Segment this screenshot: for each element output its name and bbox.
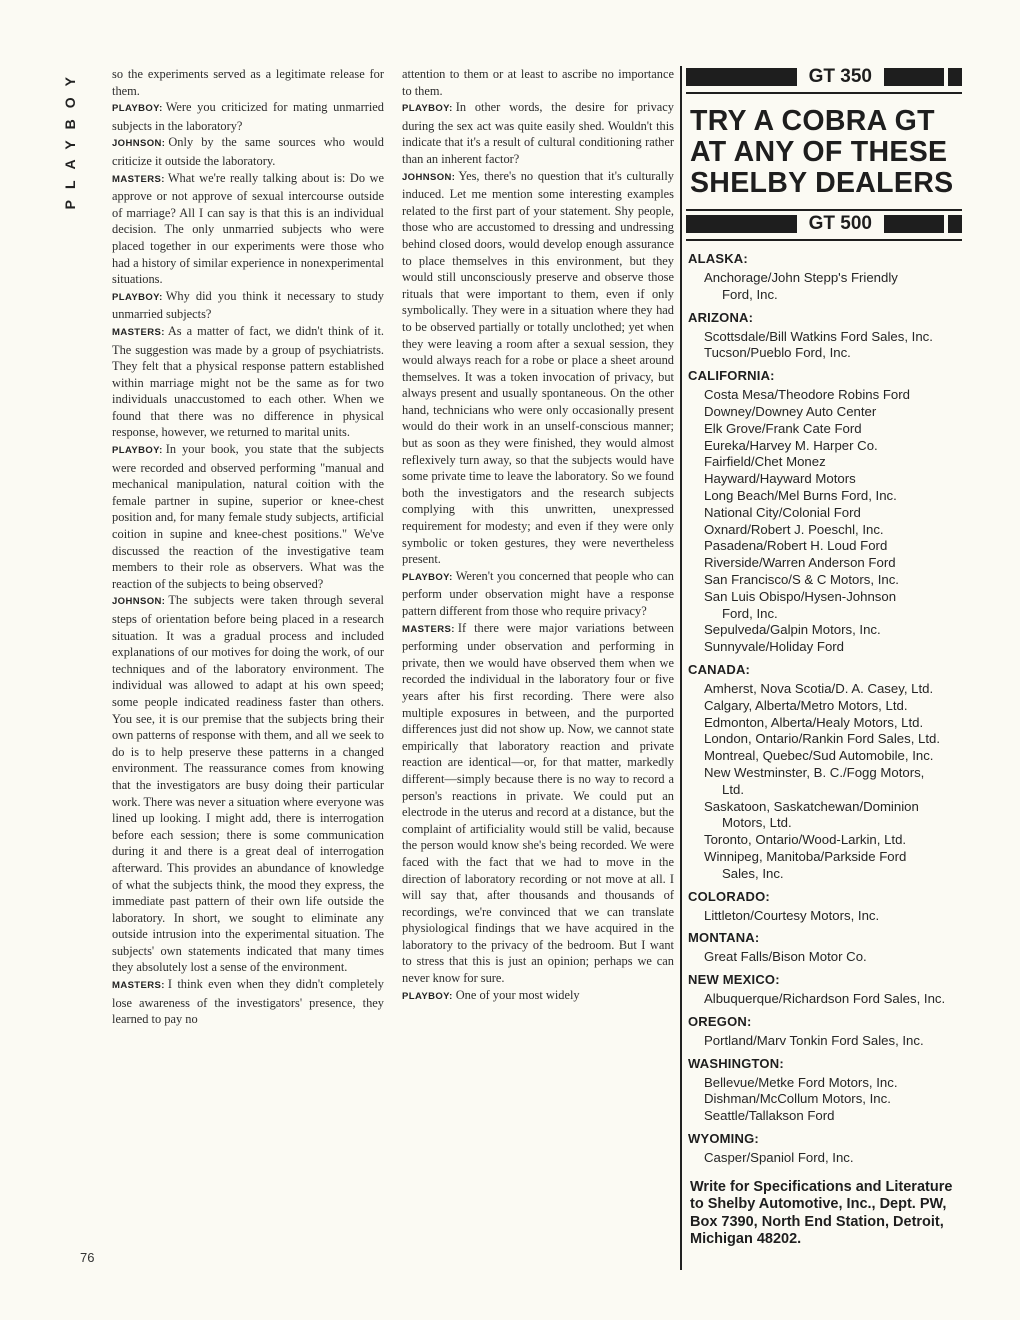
dealer-entry bbox=[686, 387, 962, 404]
article-paragraph bbox=[112, 592, 384, 976]
article-paragraph bbox=[112, 134, 384, 169]
dealer-line: Riverside/Warren Anderson Ford bbox=[704, 555, 896, 571]
ad-rule bbox=[686, 239, 962, 241]
dealer-entry bbox=[686, 698, 962, 715]
article-column-1 bbox=[112, 66, 384, 1028]
headline-line: TRY A COBRA GT bbox=[690, 105, 935, 137]
state-heading: WYOMING: bbox=[688, 1131, 759, 1147]
article-paragraph bbox=[112, 99, 384, 134]
dealer-line: Pasadena/Robert H. Loud Ford bbox=[704, 538, 888, 554]
dealer-entry bbox=[686, 421, 962, 438]
band-bar bbox=[884, 215, 944, 233]
band-bar bbox=[884, 68, 944, 86]
headline-line: AT ANY OF THESE bbox=[690, 136, 948, 168]
dealer-entry bbox=[686, 1033, 962, 1050]
speaker-label: PLAYBOY: bbox=[402, 103, 453, 115]
article-paragraph bbox=[402, 620, 674, 987]
dealer-line: Oxnard/Robert J. Poeschl, Inc. bbox=[704, 521, 884, 537]
dealer-entry bbox=[686, 488, 962, 505]
dealer-line: Littleton/Courtesy Motors, Inc. bbox=[704, 907, 880, 923]
dealer-entry bbox=[686, 715, 962, 732]
dealer-line: Winnipeg, Manitoba/Parkside Ford bbox=[704, 848, 907, 864]
shelby-advertisement bbox=[686, 64, 962, 1249]
speaker-label: PLAYBOY: bbox=[112, 445, 163, 457]
gt350-band bbox=[686, 64, 962, 90]
dealer-line: San Francisco/S & C Motors, Inc. bbox=[704, 571, 899, 587]
band-bar bbox=[686, 215, 797, 233]
ad-divider bbox=[680, 66, 682, 1270]
dealer-entry bbox=[686, 731, 962, 748]
dealer-entry bbox=[686, 345, 962, 362]
dealer-line: Sepulveda/Galpin Motors, Inc. bbox=[704, 622, 881, 638]
dealer-line: Dishman/McCollum Motors, Inc. bbox=[704, 1091, 891, 1107]
dealer-entry bbox=[686, 1108, 962, 1125]
dealer-line: Ford, Inc. bbox=[722, 286, 778, 302]
paragraph-text: In other words, the desire for privacy during the sex act was quite easily shed. Wouldn't this indicate that it's a result of cultural conditioning rather than an inherent factor? bbox=[402, 100, 674, 166]
dealer-entry bbox=[686, 1150, 962, 1167]
dealer-line: San Luis Obispo/Hysen-Johnson bbox=[704, 588, 897, 604]
dealer-line: Seattle/Tallakson Ford bbox=[704, 1108, 835, 1124]
dealer-line: Costa Mesa/Theodore Robins Ford bbox=[704, 387, 910, 403]
dealer-line: Tucson/Pueblo Ford, Inc. bbox=[704, 345, 851, 361]
state-heading: CANADA: bbox=[688, 661, 751, 677]
paragraph-text: If there were major variations between performing under observation and performing in private, then we would have observed them when we recorded the individual in the laboratory four or five years after his first recording. There were also multiple exposures in between, and the purported differences just did not show up. Now, we cannot state empirically that laboratory reaction and private reaction are identical—or, for that matter, markedly different—simply because there is no way to record a person's reactions in private. We could put an electrode in the uterus and record at a distance, but the complaint of artificiality would still be valid, because the person would know she's being recorded. We were faced with the fact that we had to move in the direction of laboratory recording or not move at all. I will say that, after thousands and thousands of recordings, we're convinced that we can translate physiological findings that we have acquired in the laboratory to the privacy of the bedroom. But I want to stress that this is just an opinion; perhaps we can never know for sure. bbox=[402, 620, 674, 986]
dealer-line: Great Falls/Bison Motor Co. bbox=[704, 949, 867, 965]
paragraph-text: I think even when they didn't completely lose awareness of the investigators' presence, they learned to pay no bbox=[112, 977, 384, 1027]
dealer-line: Toronto, Ontario/Wood-Larkin, Ltd. bbox=[704, 832, 907, 848]
dealer-entry bbox=[686, 522, 962, 539]
dealer-entry bbox=[686, 991, 962, 1008]
speaker-label: MASTERS: bbox=[112, 173, 165, 185]
state-heading: OREGON: bbox=[688, 1013, 752, 1029]
state-heading: NEW MEXICO: bbox=[688, 972, 780, 988]
dealer-entry bbox=[686, 799, 962, 833]
dealer-entry bbox=[686, 555, 962, 572]
speaker-label: PLAYBOY: bbox=[402, 571, 453, 583]
dealer-line: Anchorage/John Stepp's Friendly bbox=[704, 270, 898, 285]
paragraph-text: As a matter of fact, we didn't think of it. The suggestion was made by a group of psychiatrists. They felt that a physical response pattern established within marriage might not be the same as for two individuals unaccustomed to each other. When we found that there was no difference in physical response, however, we returned to marital units. bbox=[112, 323, 384, 440]
speaker-label: PLAYBOY: bbox=[112, 291, 163, 303]
dealer-line: Sales, Inc. bbox=[722, 865, 784, 881]
state-heading: ALASKA: bbox=[688, 251, 748, 266]
ad-headline bbox=[690, 106, 962, 199]
dealer-entry bbox=[686, 505, 962, 522]
article-paragraph bbox=[402, 568, 674, 620]
dealer-line: Sunnyvale/Holiday Ford bbox=[704, 639, 845, 655]
band-end bbox=[948, 68, 962, 86]
running-head: PLAYBOY bbox=[62, 66, 78, 210]
dealer-entry bbox=[686, 832, 962, 849]
state-heading: ARIZONA: bbox=[688, 309, 754, 325]
dealer-entry bbox=[686, 471, 962, 488]
speaker-label: MASTERS: bbox=[112, 326, 165, 338]
article-paragraph bbox=[112, 170, 384, 288]
dealer-entry bbox=[686, 1075, 962, 1092]
page-number: 76 bbox=[80, 1250, 95, 1265]
speaker-label: MASTERS: bbox=[402, 623, 455, 635]
article-paragraph bbox=[112, 288, 384, 323]
dealer-entry bbox=[686, 849, 962, 883]
gt500-band bbox=[686, 211, 962, 237]
band-end bbox=[948, 215, 962, 233]
paragraph-text: Why did you think it necessary to study unmarried subjects? bbox=[112, 288, 384, 322]
dealer-line: Hayward/Hayward Motors bbox=[704, 471, 856, 487]
dealer-entry bbox=[686, 765, 962, 799]
speaker-label: JOHNSON: bbox=[112, 138, 166, 150]
dealer-line: Motors, Ltd. bbox=[722, 815, 792, 831]
dealer-entry bbox=[686, 748, 962, 765]
dealer-line: Elk Grove/Frank Cate Ford bbox=[704, 420, 862, 436]
paragraph-text: Only by the same sources who would criticize it outside the laboratory. bbox=[112, 135, 384, 168]
dealer-line: Downey/Downey Auto Center bbox=[704, 403, 877, 419]
dealer-entry bbox=[686, 589, 962, 623]
dealer-line: Bellevue/Metke Ford Motors, Inc. bbox=[704, 1074, 898, 1090]
paragraph-text: What we're really talking about is: Do we approve or not approve of sexual intercourse outside of marriage? All I can say is that this is an individual decision. The only unmarried subjects who were placed together in our experiments were those who had a history of similar experience in nonexperimental situations. bbox=[112, 170, 384, 287]
gt350-label: GT 350 bbox=[808, 66, 872, 87]
headline-line: SHELBY DEALERS bbox=[690, 167, 954, 199]
speaker-label: MASTERS: bbox=[112, 980, 165, 992]
dealer-entry bbox=[686, 538, 962, 555]
article-paragraph bbox=[112, 66, 384, 99]
paragraph-text: One of your most widely bbox=[455, 987, 580, 1002]
gt500-label: GT 500 bbox=[808, 213, 872, 234]
state-heading: CALIFORNIA: bbox=[688, 368, 775, 384]
article-paragraph bbox=[112, 323, 384, 441]
state-heading: COLORADO: bbox=[688, 888, 770, 904]
dealer-line: Saskatoon, Saskatchewan/Dominion bbox=[704, 798, 919, 814]
speaker-label: PLAYBOY: bbox=[402, 990, 453, 1002]
dealer-entry bbox=[686, 438, 962, 455]
dealer-line: Montreal, Quebec/Sud Automobile, Inc. bbox=[704, 748, 934, 764]
dealer-entry bbox=[686, 639, 962, 656]
state-heading: WASHINGTON: bbox=[688, 1055, 784, 1071]
paragraph-text: Were you criticized for mating unmarried subjects in the laboratory? bbox=[112, 100, 384, 133]
dealer-line: Ford, Inc. bbox=[722, 605, 778, 621]
dealer-line: Calgary, Alberta/Metro Motors, Ltd. bbox=[704, 697, 908, 713]
dealer-entry bbox=[686, 681, 962, 698]
dealer-line: Edmonton, Alberta/Healy Motors, Ltd. bbox=[704, 714, 924, 730]
dealer-entry bbox=[686, 622, 962, 639]
dealer-line: National City/Colonial Ford bbox=[704, 504, 861, 520]
paragraph-text: In your book, you state that the subjects were recorded and observed performing "manual and mechanical manipulation, natural coition with the female partner in supine, superior or knee-chest position and, for many female study subjects, artificial coition in supine and knee-chest positions." We've discussed the reaction of the investigative team members to their role as observers. What was the reaction of the subjects to being observed? bbox=[112, 442, 384, 591]
paragraph-text: Weren't you concerned that people who can perform under observation might have a response pattern different from those who require privacy? bbox=[402, 568, 674, 618]
dealer-entry bbox=[686, 908, 962, 925]
paragraph-text: attention to them or at least to ascribe no importance to them. bbox=[402, 67, 674, 98]
dealer-line: Ltd. bbox=[722, 781, 744, 797]
band-bar bbox=[686, 68, 797, 86]
article-paragraph bbox=[402, 99, 674, 167]
ad-footer: Write for Specifications and Literature to Shelby Automotive, Inc., Dept. PW, Box 7390, North End Station, Detroit, Michigan 48202. bbox=[690, 1178, 953, 1248]
dealer-line: Fairfield/Chet Monez bbox=[704, 454, 826, 470]
paragraph-text: The subjects were taken through several steps of orientation before being placed in a research situation. It was a gradual process and included explanations of our motives for doing the work, of our techniques and of the laboratory environment. The individual was allowed to adapt at his own speed; some people indicated readiness faster than others. You see, it is our premise that the subjects bring their own patterns of response with them, and all we seek to do is to help preserve these patterns in a changed environment. The reassurance comes from knowing that the investigators are busy doing their particular work. There was never a situation where everyone was lined up looking. I might add, there is interrogation before each session; there is some communication during it and there is a great deal of interrogation afterward. This provides an abundance of knowledge of what the subjects think, the mood they express, the immediate past pattern of their own life outside the laboratory. In short, we sought to eliminate any outside intrusion into the experimental situation. The subjects' own statements indicated that many times they absolutely lost a sense of the environment. bbox=[112, 593, 384, 975]
article-column-2 bbox=[402, 66, 674, 1005]
dealer-entry bbox=[686, 1091, 962, 1108]
dealer-entry bbox=[686, 404, 962, 421]
state-heading: MONTANA: bbox=[688, 930, 760, 946]
dealer-line: Albuquerque/Richardson Ford Sales, Inc. bbox=[704, 991, 946, 1007]
dealer-line: Portland/Marv Tonkin Ford Sales, Inc. bbox=[704, 1032, 924, 1048]
ad-rule bbox=[686, 92, 962, 94]
dealer-entry bbox=[686, 270, 962, 304]
article-paragraph bbox=[402, 987, 674, 1006]
dealer-line: London, Ontario/Rankin Ford Sales, Ltd. bbox=[704, 731, 941, 747]
dealer-line: Eureka/Harvey M. Harper Co. bbox=[704, 437, 878, 453]
article-paragraph bbox=[402, 66, 674, 99]
article-paragraph bbox=[112, 441, 384, 592]
speaker-label: JOHNSON: bbox=[112, 596, 166, 608]
dealer-list bbox=[686, 251, 962, 1167]
article-paragraph bbox=[112, 976, 384, 1028]
dealer-line: Casper/Spaniol Ford, Inc. bbox=[704, 1150, 854, 1166]
article-paragraph bbox=[402, 168, 674, 568]
dealer-entry bbox=[686, 949, 962, 966]
dealer-entry bbox=[686, 454, 962, 471]
dealer-line: Long Beach/Mel Burns Ford, Inc. bbox=[704, 487, 897, 503]
dealer-entry bbox=[686, 572, 962, 589]
paragraph-text: Yes, there's no question that it's culturally induced. Let me mention some interesting examples related to the first part of your statement. Shy people, those who are accustomed to dressing and undressing behind closed doors, would develop enough assurance to place themselves in this environment, but they would still unconsciously preserve and observe those rituals that were important to them, even if only symbolically. They were in a situation where they had to be observed partially or totally unclothed; yet when they were leaving a room after a sexual session, they would always reach for a robe or place a sheet around themselves. It was a token invocation of privacy, but always present and usually spontaneous. On the other hand, technicians who were only occasionally present would do their work in an unself-conscious manner; but as soon as they were finished, they would almost reflexively turn away, so that the subjects would have some private time to leave the laboratory. So we found both the investigators and the research subjects complying with this unwritten, unexpressed requirement for modesty; and even if they were only symbolic or token gestures, they were nevertheless present. bbox=[402, 168, 674, 567]
dealer-line: Amherst, Nova Scotia/D. A. Casey, Ltd. bbox=[704, 680, 934, 696]
dealer-line: Scottsdale/Bill Watkins Ford Sales, Inc. bbox=[704, 328, 933, 344]
speaker-label: PLAYBOY: bbox=[112, 103, 163, 115]
dealer-line: New Westminster, B. C./Fogg Motors, bbox=[704, 764, 925, 780]
paragraph-text: so the experiments served as a legitimate release for them. bbox=[112, 67, 384, 98]
dealer-entry bbox=[686, 329, 962, 346]
speaker-label: JOHNSON: bbox=[402, 171, 456, 183]
